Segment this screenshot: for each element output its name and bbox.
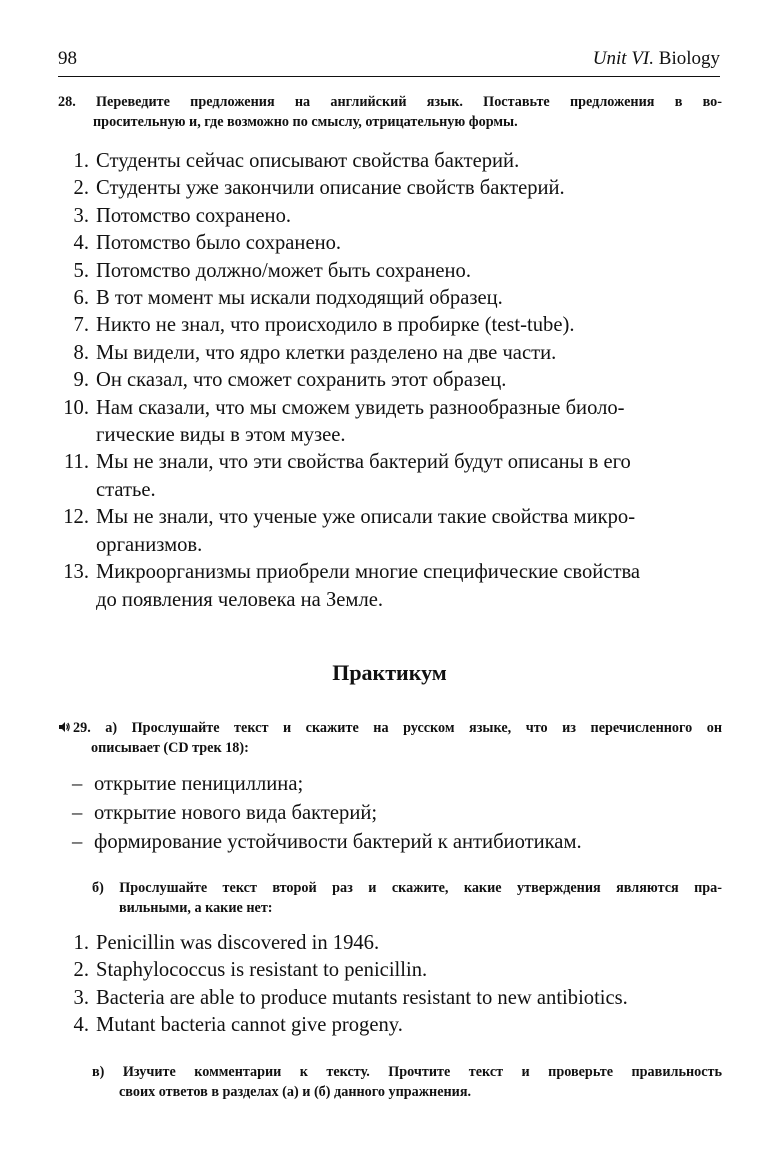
item-text: Мы не знали, что эти свойства бактерий будут описаны в его — [96, 451, 631, 474]
item-number: 1. — [73, 932, 89, 954]
instruction-line: описывает (CD трек 18): — [91, 740, 249, 756]
item-text: Микроорганизмы приобрели многие специфические свойства — [96, 561, 641, 584]
subject-label: Biology — [658, 48, 720, 69]
item-text: до появления человека на Земле. — [96, 588, 384, 611]
list-item — [72, 799, 722, 828]
exercise-number: 28. — [58, 94, 76, 110]
list-item — [56, 559, 722, 614]
item-text: Студенты уже закончили описание свойств бактерий. — [96, 177, 565, 200]
item-text: Потомство было сохранено. — [96, 232, 342, 255]
list-item — [56, 203, 722, 230]
exercise-28-instruction — [58, 92, 722, 132]
instruction-line: б) Прослушайте текст второй раз и скажите, какие утверждения являются пра- — [92, 880, 722, 896]
list-item — [56, 340, 722, 367]
list-item — [72, 828, 722, 857]
item-text: Никто не знал, что происходило в пробирке (test-tube). — [96, 314, 575, 337]
list-item — [56, 1012, 722, 1039]
list-item — [56, 312, 722, 339]
item-text: Мы видели, что ядро клетки разделено на две части. — [96, 341, 557, 364]
item-number: 2. — [73, 177, 89, 200]
exercise-29b-instruction — [92, 878, 722, 918]
item-number: 3. — [73, 986, 89, 1009]
item-text: статье. — [96, 478, 156, 501]
exercise-29a-instruction — [58, 718, 722, 758]
item-text: организмов. — [96, 533, 203, 556]
instruction-line: 29. а) Прослушайте текст и скажите на русском языке, что из перечисленного он — [58, 718, 722, 738]
item-number: 5. — [73, 259, 89, 282]
item-text: формирование устойчивости бактерий к антибиотикам. — [94, 831, 582, 853]
page-number: 98 — [58, 48, 77, 69]
instruction-line: своих ответов в разделах (а) и (б) данного упражнения. — [119, 1084, 472, 1100]
list-item — [56, 258, 722, 285]
list-item — [56, 449, 722, 504]
item-text: открытие нового вида бактерий; — [94, 802, 378, 824]
item-text: Penicillin was discovered in 1946. — [96, 932, 380, 954]
item-text: Bacteria are able to produce mutants resistant to new antibiotics. — [96, 986, 628, 1009]
audio-cd-icon — [58, 720, 70, 734]
exercise-29a-list — [72, 770, 722, 857]
item-text: В тот момент мы искали подходящий образец. — [96, 287, 503, 310]
list-item — [56, 395, 722, 450]
item-number: 4. — [73, 232, 89, 255]
item-number: 6. — [73, 287, 89, 310]
instruction-line: вильными, а какие нет: — [119, 900, 273, 916]
list-item — [56, 957, 722, 984]
list-item — [56, 285, 722, 312]
running-title — [593, 48, 720, 70]
list-item — [56, 504, 722, 559]
list-item — [56, 930, 722, 957]
list-item — [56, 367, 722, 394]
exercise-28-list — [56, 148, 722, 614]
item-text: гические виды в этом музее. — [96, 424, 346, 447]
instruction-line: просительную и, где возможно по смыслу, отрицательную формы. — [93, 114, 518, 130]
exercise-29c-instruction — [92, 1062, 722, 1102]
item-number: 2. — [73, 959, 89, 982]
item-text: Студенты сейчас описывают свойства бактерий. — [96, 150, 520, 172]
list-item — [56, 148, 722, 175]
item-number: 12. — [63, 506, 89, 529]
item-number: 4. — [73, 1014, 89, 1037]
instruction-line: в) Изучите комментарии к тексту. Прочтите текст и проверьте правильность — [92, 1064, 722, 1080]
item-number: 9. — [73, 369, 89, 392]
item-text: Потомство сохранено. — [96, 204, 292, 227]
list-item — [56, 175, 722, 202]
page-header — [58, 44, 720, 77]
item-text: Он сказал, что сможет сохранить этот образец. — [96, 369, 507, 392]
dash-marker: – — [72, 773, 83, 795]
item-text: Мы не знали, что ученые уже описали такие свойства микро- — [96, 506, 636, 529]
section-title: Практикум — [332, 660, 447, 685]
exercise-29b-list — [56, 930, 722, 1040]
list-item — [72, 770, 722, 799]
item-number: 10. — [63, 396, 89, 419]
item-number: 8. — [73, 341, 89, 364]
item-text: Mutant bacteria cannot give progeny. — [96, 1014, 403, 1037]
item-text: Потомство должно/может быть сохранено. — [96, 259, 471, 282]
item-text: Staphylococcus is resistant to penicillin. — [96, 959, 428, 982]
item-number: 11. — [64, 451, 89, 474]
exercise-number: 29. — [73, 720, 91, 736]
list-item — [56, 985, 722, 1012]
item-text: открытие пенициллина; — [94, 773, 304, 795]
dash-marker: – — [72, 831, 83, 853]
instruction-line: 28. Переведите предложения на английский язык. Поставьте предложения в во- — [58, 94, 722, 110]
item-number: 3. — [73, 204, 89, 227]
item-number: 1. — [73, 150, 89, 172]
item-text: Нам сказали, что мы сможем увидеть разнообразные биоло- — [96, 396, 625, 419]
unit-label: Unit VI. — [592, 48, 655, 69]
dash-marker: – — [72, 802, 83, 824]
item-number: 13. — [63, 561, 89, 584]
item-number: 7. — [73, 314, 89, 337]
list-item — [56, 230, 722, 257]
